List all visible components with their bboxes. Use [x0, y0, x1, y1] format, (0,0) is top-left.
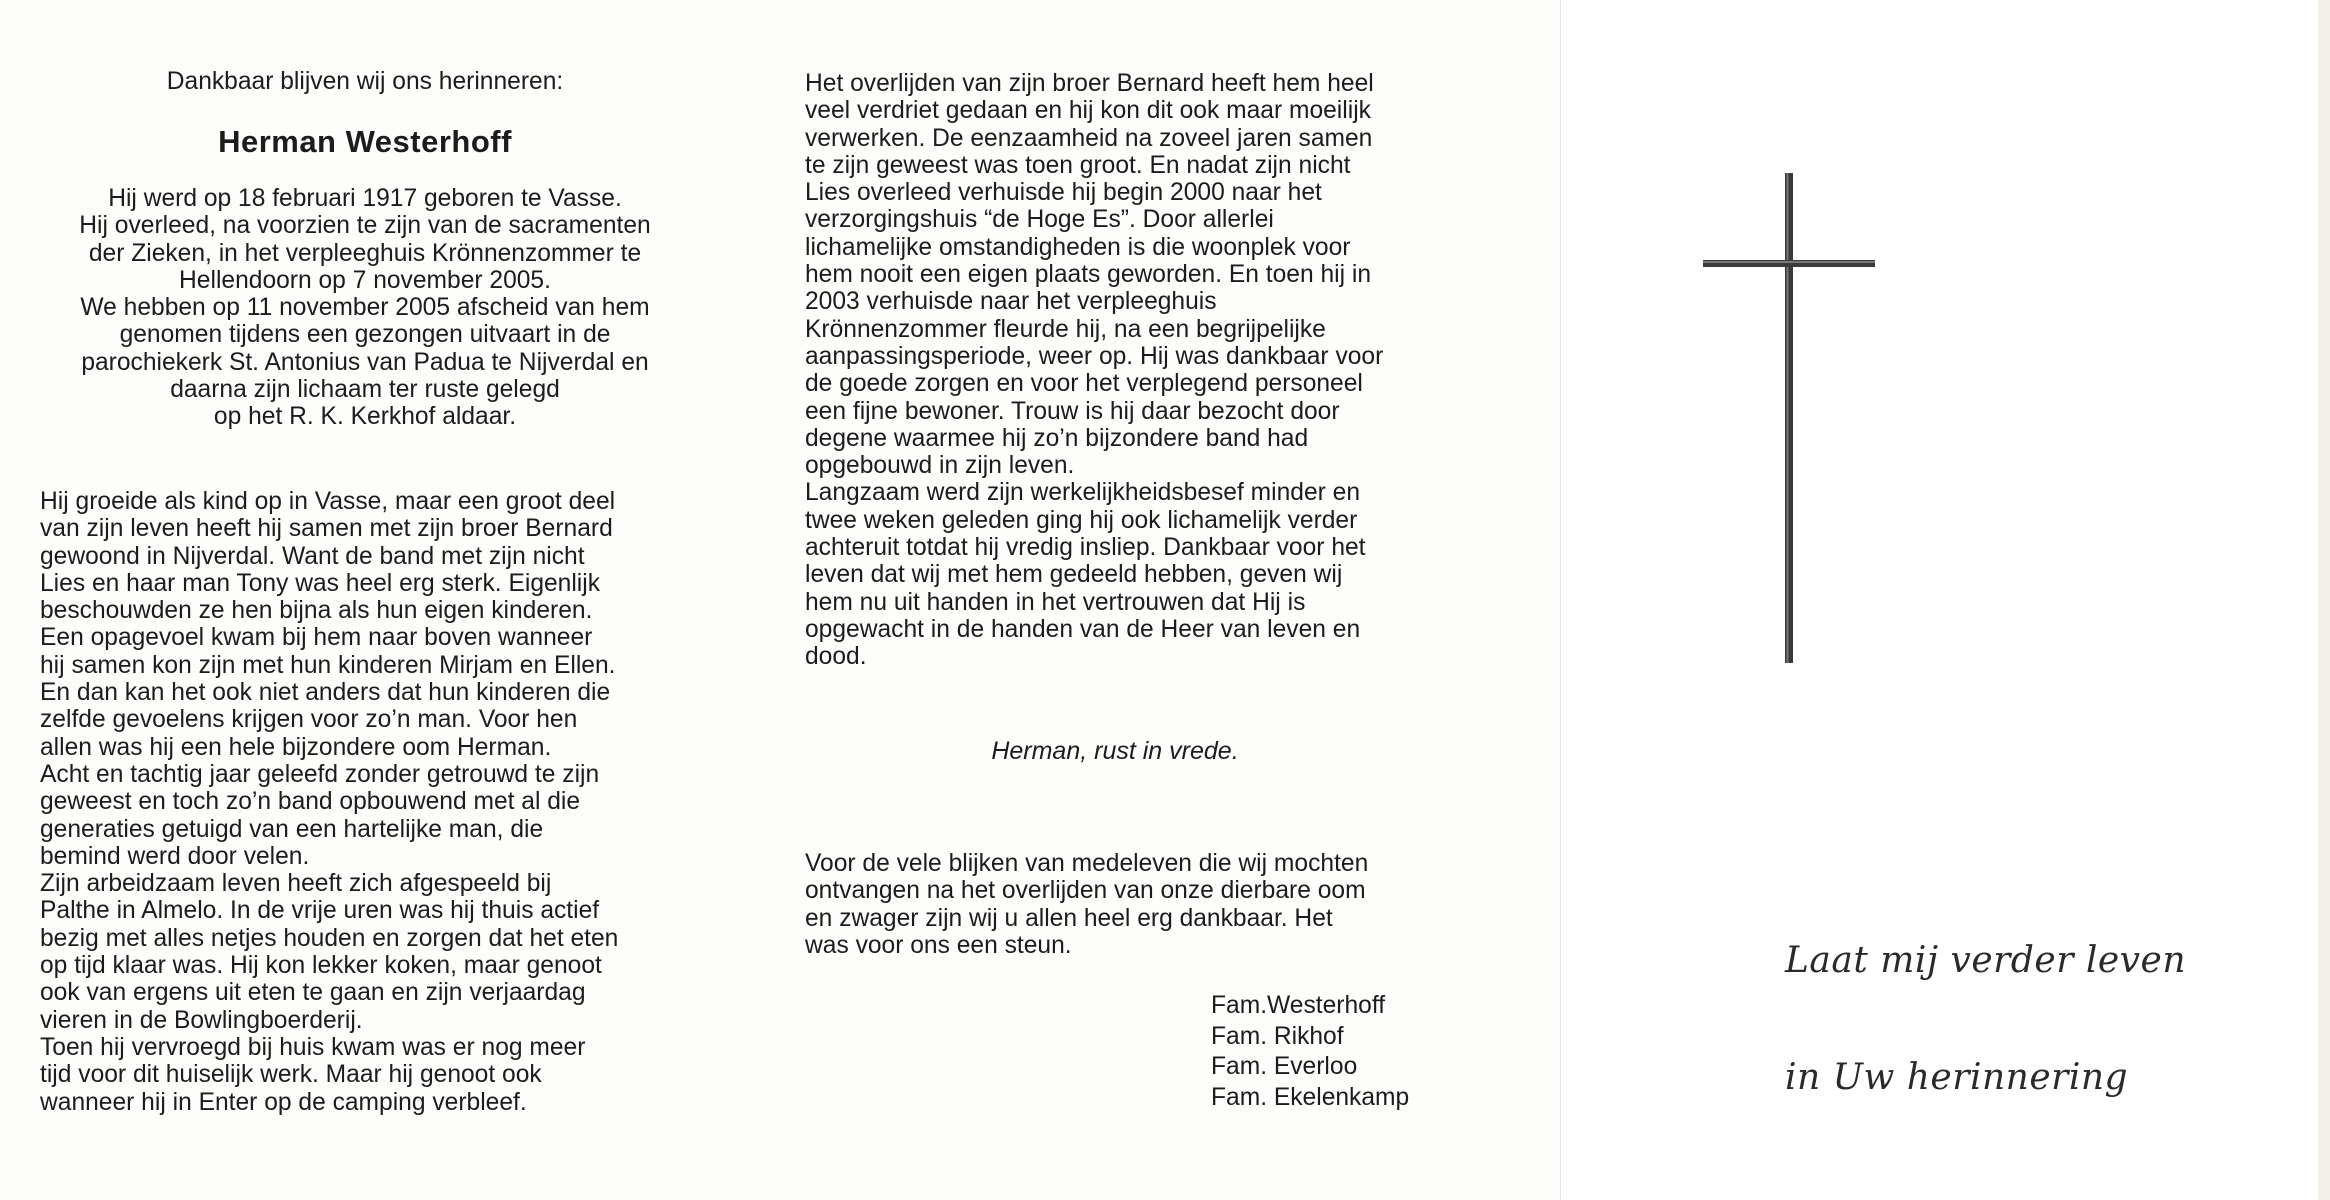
text-line: achteruit totdat hij vredig insliep. Dankbaar voor het: [805, 534, 1366, 562]
text-line: verzorgingshuis “de Hoge Es”. Door allerlei: [805, 206, 1274, 234]
family-name: Fam. Ekelenkamp: [1211, 1083, 1410, 1111]
bio-line: Hij werd op 18 februari 1917 geboren te Vasse.: [108, 185, 622, 212]
bio-line: genomen tijdens een gezongen uitvaart in de: [119, 321, 611, 349]
memories-column: [805, 70, 1455, 671]
remember-heading: Dankbaar blijven wij ons herinneren:: [166, 68, 564, 95]
text-line: hem nu uit handen in het vertrouwen dat Hij is: [805, 588, 1306, 616]
thanks-line: en zwager zijn wij u allen heel erg dankbaar. Het: [805, 904, 1333, 932]
text-line: aanpassingsperiode, weer op. Hij was dankbaar voor: [805, 342, 1384, 370]
thanks-line: Voor de vele blijken van medeleven die wij mochten: [805, 850, 1369, 877]
text-line: vieren in de Bowlingboerderij.: [40, 1006, 363, 1034]
card-edge: [2318, 0, 2330, 1200]
bio-line: op het R. K. Kerkhof aldaar.: [213, 403, 517, 431]
thanks-line: was voor ons een steun.: [805, 931, 1072, 959]
text-line: beschouwden ze hen bijna als hun eigen kinderen.: [40, 597, 593, 625]
text-line: lichamelijke omstandigheden is die woonplek voor: [805, 233, 1351, 261]
text-line: gewoond in Nijverdal. Want de band met zijn nicht: [40, 542, 585, 570]
bio-paragraph: [40, 185, 690, 431]
bio-line: We hebben op 11 november 2005 afscheid van hem: [80, 294, 650, 322]
text-line: Langzaam werd zijn werkelijkheidsbesef minder en: [805, 479, 1361, 507]
front-panel: [1560, 0, 2330, 1200]
text-line: twee weken geleden ging hij ook lichamelijk verder: [805, 506, 1358, 534]
text-line: Hij groeide als kind op in Vasse, maar een groot deel: [40, 488, 616, 515]
thanks-line: ontvangen na het overlijden van onze dierbare oom: [805, 877, 1366, 905]
text-line: tijd voor dit huiselijk werk. Maar hij genoot ook: [40, 1061, 542, 1089]
text-line: Krönnenzommer fleurde hij, na een begrijpelijke: [805, 315, 1326, 343]
text-line: bezig met alles netjes houden en zorgen dat het eten: [40, 924, 619, 952]
family-signatures: [1211, 991, 1409, 1113]
deceased-name: Herman Westerhoff: [218, 124, 512, 159]
thanks-paragraph: [805, 850, 1455, 959]
text-line: allen was hij een hele bijzondere oom Herman.: [40, 733, 552, 761]
text-line: een fijne bewoner. Trouw is hij daar bezocht door: [805, 397, 1340, 425]
verse-line-2: in Uw herinnering: [1785, 1057, 2129, 1098]
text-line: hij samen kon zijn met hun kinderen Mirjam en Ellen.: [40, 651, 616, 679]
text-line: verwerken. De eenzaamheid na zoveel jaren samen: [805, 124, 1373, 152]
text-line: veel verdriet gedaan en hij kon dit ook maar moeilijk: [805, 97, 1371, 125]
text-line: opgebouwd in zijn leven.: [805, 452, 1075, 480]
bio-line: der Zieken, in het verpleeghuis Krönnenzommer te: [88, 239, 642, 267]
text-line: bemind werd door velen.: [40, 842, 310, 870]
bio-line: parochiekerk St. Antonius van Padua te Nijverdal en: [81, 348, 649, 376]
text-line: En dan kan het ook niet anders dat hun kinderen die: [40, 679, 611, 707]
text-line: leven dat wij met hem gedeeld hebben, geven wij: [805, 561, 1343, 589]
text-line: Palthe in Almelo. In de vrije uren was hij thuis actief: [40, 897, 600, 925]
text-line: opgewacht in de handen van de Heer van leven en: [805, 615, 1361, 643]
text-line: Lies en haar man Tony was heel erg sterk. Eigenlijk: [40, 569, 601, 597]
bio-line: Hellendoorn op 7 november 2005.: [179, 266, 551, 294]
text-line: van zijn leven heeft hij samen met zijn broer Bernard: [40, 515, 613, 543]
text-line: zelfde gevoelens krijgen voor zo’n man. Voor hen: [40, 706, 578, 734]
family-name: Fam. Everloo: [1211, 1053, 1358, 1080]
family-name: Fam. Rikhof: [1211, 1022, 1344, 1050]
life-story-column: [40, 488, 690, 1116]
text-line: Lies overleed verhuisde hij begin 2000 naar het: [805, 179, 1322, 207]
text-line: degene waarmee hij zo’n bijzondere band had: [805, 424, 1309, 452]
text-line: Het overlijden van zijn broer Bernard heeft hem heel: [805, 70, 1374, 97]
text-line: 2003 verhuisde naar het verpleeghuis: [805, 288, 1217, 316]
text-line: Toen hij vervroegd bij huis kwam was er nog meer: [40, 1033, 586, 1061]
text-line: dood.: [805, 643, 867, 671]
text-line: Zijn arbeidzaam leven heeft zich afgespeeld bij: [40, 870, 552, 898]
text-line: de goede zorgen en voor het verplegend personeel: [805, 370, 1363, 398]
text-line: op tijd klaar was. Hij kon lekker koken, maar genoot: [40, 952, 602, 980]
farewell-line: Herman, rust in vrede.: [991, 737, 1239, 765]
text-line: Een opagevoel kwam bij hem naar boven wanneer: [40, 624, 593, 652]
text-line: Acht en tachtig jaar geleefd zonder getrouwd te zijn: [40, 760, 600, 788]
text-line: generaties getuigd van een hartelijke man, die: [40, 815, 544, 843]
family-name: Fam.Westerhoff: [1211, 992, 1386, 1019]
text-line: geweest en toch zo’n band opbouwend met al die: [40, 788, 581, 816]
bio-line: Hij overleed, na voorzien te zijn van de sacramenten: [79, 212, 651, 240]
bio-line: daarna zijn lichaam ter ruste gelegd: [170, 376, 560, 404]
cross-icon: [1700, 170, 1880, 670]
text-line: ook van ergens uit eten te gaan en zijn verjaardag: [40, 979, 586, 1007]
text-line: te zijn geweest was toen groot. En nadat zijn nicht: [805, 151, 1351, 179]
text-line: hem nooit een eigen plaats geworden. En toen hij in: [805, 261, 1372, 289]
verse-line-1: Laat mij verder leven: [1785, 940, 2186, 981]
text-line: wanneer hij in Enter op de camping verbleef.: [40, 1088, 527, 1116]
